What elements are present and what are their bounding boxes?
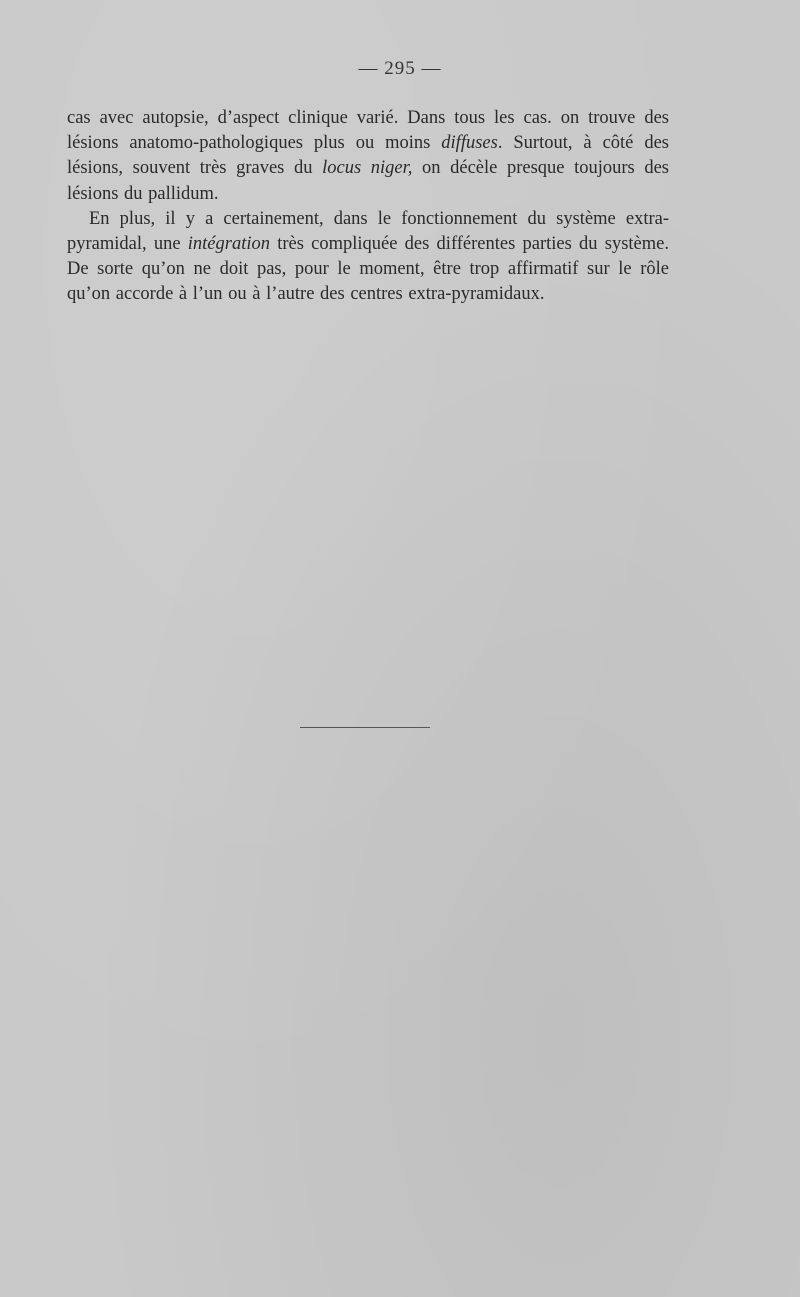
paragraph-1-text-b: . Surtout, à côté des lésions, souvent très graves du [67,133,669,179]
section-end-rule [300,727,430,728]
paragraph-1-text-a: cas avec autopsie, d’aspect clinique varié. Dans tous les cas. on trouve des lésions anatomo-pathologiques plus ou moins [67,108,669,154]
paragraph-2-italic-integration: intégration [187,234,271,255]
paragraph-2-text-a: En plus, il y a certainement, dans le fonctionnement du système extra-pyramidal, une [67,208,669,255]
paragraph-1-italic-locus-niger: locus niger, [322,158,413,179]
paragraph-1 [67,106,669,207]
body-text [67,106,669,308]
paragraph-1-italic-diffuses: diffuses [441,133,498,154]
paragraph-2-text-b: très compliquée des différentes parties du système. De sorte qu’on ne doit pas, pour le moment, être trop affirmatif sur le rôle qu’on accorde à l’un ou à l’autre des centres extra-pyramidaux. [67,234,669,305]
paragraph-1-text-c: on décèle presque toujours des lésions du pallidum. [67,158,669,204]
page-number: — 295 — [358,58,442,79]
paragraph-2 [67,207,669,308]
